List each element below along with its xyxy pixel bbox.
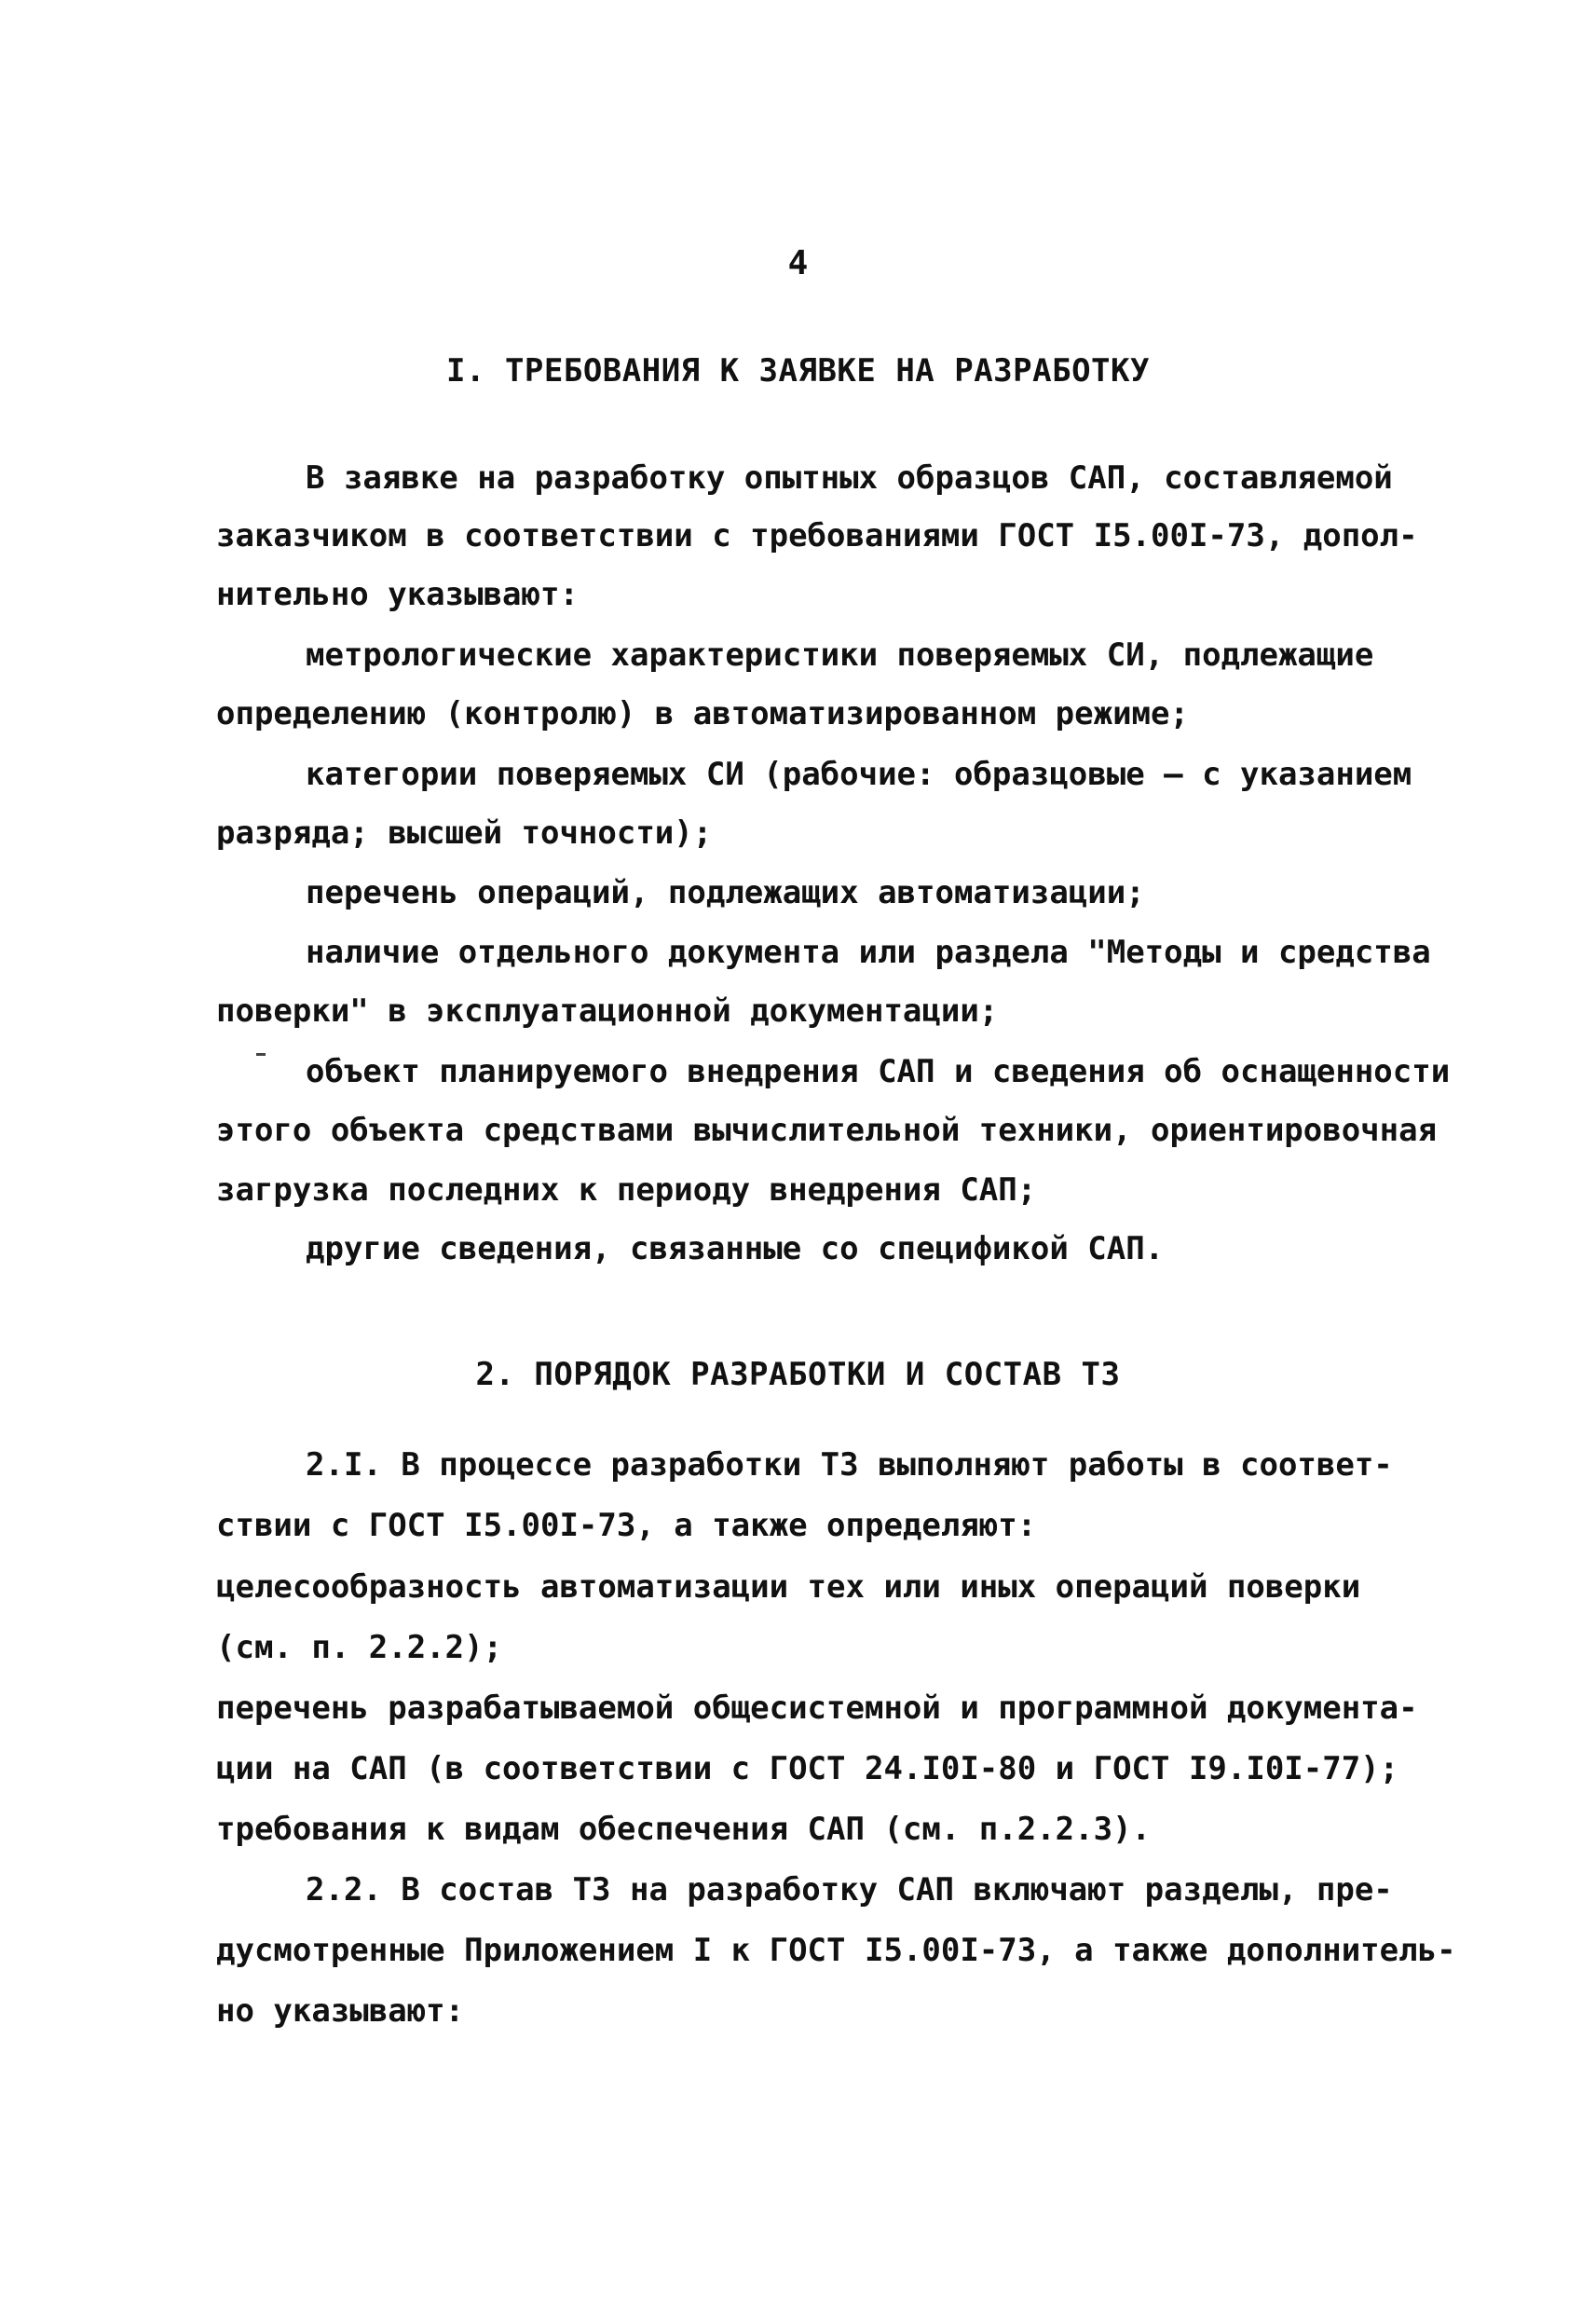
margin-mark — [256, 1053, 266, 1056]
section-2-line: 2.I. В процессе разработки ТЗ выполняют работы в соответ- — [306, 1446, 1393, 1484]
section-2-line: перечень разрабатываемой общесистемной и программной документа- — [216, 1690, 1418, 1727]
page-number: 4 — [787, 244, 809, 282]
section-1-line: объект планируемого внедрения САП и сведения об оснащенности — [306, 1053, 1451, 1090]
section-2-line: 2.2. В состав ТЗ на разработку САП включают разделы, пре- — [306, 1871, 1393, 1908]
section-1-line: заказчиком в соответствии с требованиями ГОСТ I5.00I-73, допол- — [216, 517, 1418, 554]
section-1-line: поверки" в эксплуатационной документации; — [216, 992, 999, 1030]
section-1-line: определению (контролю) в автоматизированном режиме; — [216, 695, 1189, 732]
section-1-line: этого объекта средствами вычислительной техники, ориентировочная — [216, 1112, 1438, 1149]
section-2-heading: 2. ПОРЯДОК РАЗРАБОТКИ И СОСТАВ ТЗ — [475, 1356, 1121, 1393]
section-2-line: но указывают: — [216, 1992, 465, 2030]
section-2-line: ции на САП (в соответствии с ГОСТ 24.I0I-80 и ГОСТ I9.I0I-77); — [216, 1750, 1399, 1787]
section-2-line: дусмотренные Приложением I к ГОСТ I5.00I-73, а также дополнитель- — [216, 1932, 1456, 1969]
section-1-line: другие сведения, связанные со спецификой САП. — [306, 1230, 1165, 1267]
section-1-line: наличие отдельного документа или раздела "Методы и средства — [306, 934, 1431, 971]
section-2-line: (см. п. 2.2.2); — [216, 1629, 503, 1666]
section-1-line: категории поверяемых СИ (рабочие: образцовые – с указанием — [306, 756, 1412, 793]
section-1-line: загрузка последних к периоду внедрения САП; — [216, 1171, 1037, 1209]
section-1-line: перечень операций, подлежащих автоматизации; — [306, 874, 1145, 911]
section-1-line: нительно указывают: — [216, 576, 579, 613]
section-1-line: метрологические характеристики поверяемых СИ, подлежащие — [306, 636, 1374, 674]
section-1-line: В заявке на разработку опытных образцов САП, составляемой — [306, 459, 1393, 497]
section-2-line: ствии с ГОСТ I5.00I-73, а также определяют: — [216, 1507, 1037, 1544]
section-2-line: целесообразность автоматизации тех или иных операций поверки — [216, 1568, 1361, 1606]
section-2-line: требования к видам обеспечения САП (см. п.2.2.3). — [216, 1811, 1152, 1848]
section-1-line: разряда; высшей точности); — [216, 814, 713, 852]
section-1-heading: I. ТРЕБОВАНИЯ К ЗАЯВКЕ НА РАЗРАБОТКУ — [446, 352, 1150, 390]
